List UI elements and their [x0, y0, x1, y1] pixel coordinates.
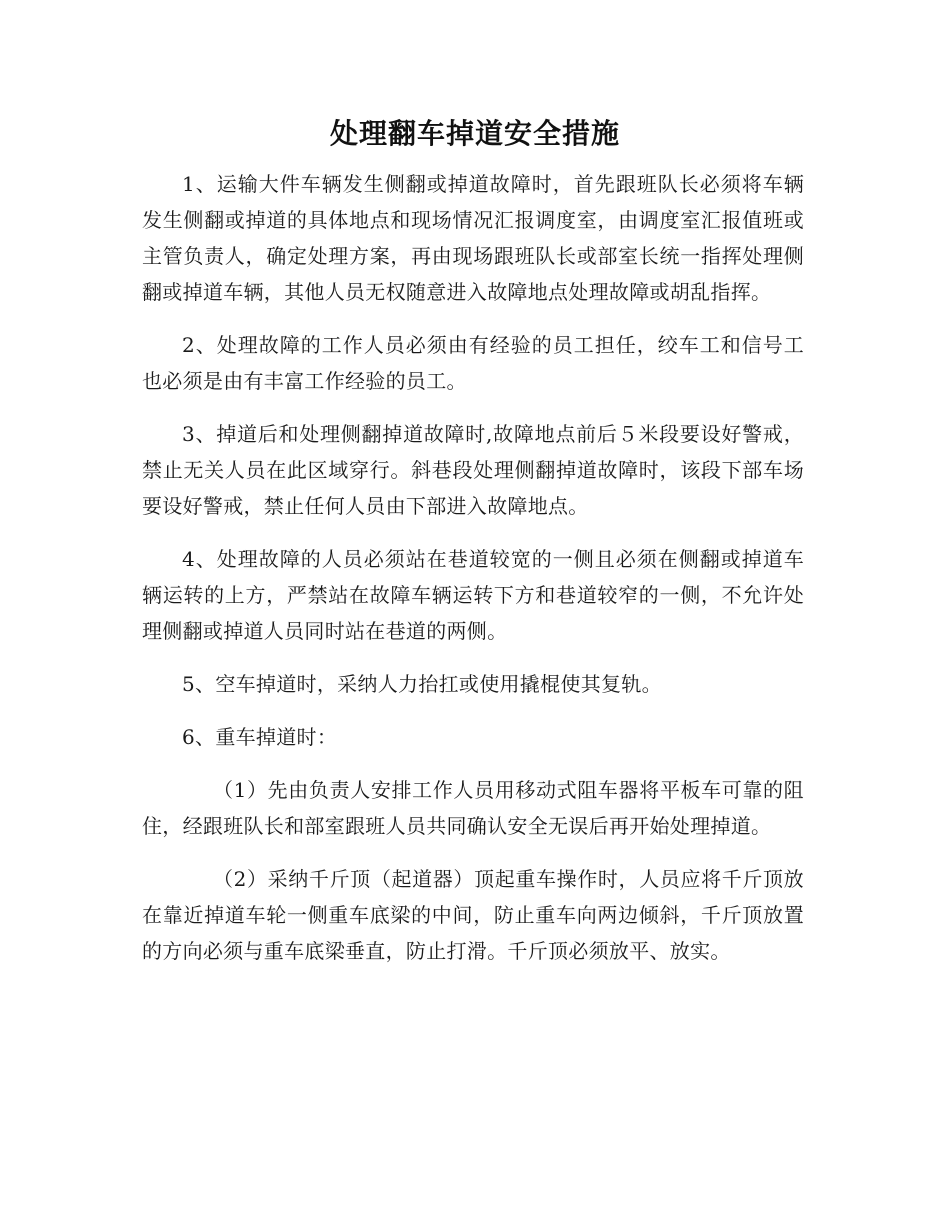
paragraph-6: 6、重车掉道时： — [182, 725, 338, 749]
page-title: 处理翻车掉道安全措施 — [329, 117, 620, 150]
paragraph-5: 5、空车掉道时，采纳人力抬扛或使用撬棍使其复轨。 — [182, 672, 662, 696]
paragraph-3: 3、掉道后和处理侧翻掉道故障时,故障地点前后５米段要设好警戒，禁止无关人员在此区域穿行。斜巷段处理侧翻掉道故障时，该段下部车场要设好警戒，禁止任何人员由下部进入故障地点。 — [142, 422, 804, 518]
paragraph-1: 1、运输大件车辆发生侧翻或掉道故障时，首先跟班队长必须将车辆发生侧翻或掉道的具体地点和现场情况汇报调度室，由调度室汇报值班或主管负责人，确定处理方案，再由现场跟班队长或部室长统一指挥处理侧翻或掉道车辆，其他人员无权随意进入故障地点处理故障或胡乱指挥。 — [142, 172, 804, 304]
paragraph-4: 4、处理故障的人员必须站在巷道较宽的一侧且必须在侧翻或掉道车辆运转的上方，严禁站在故障车辆运转下方和巷道较窄的一侧，不允许处理侧翻或掉道人员同时站在巷道的两侧。 — [142, 547, 804, 643]
paragraph-2: 2、处理故障的工作人员必须由有经验的员工担任，绞车工和信号工也必须是由有丰富工作经验的员工。 — [142, 333, 804, 393]
paragraph-6-item-2: （2）采纳千斤顶（起道器）顶起重车操作时，人员应将千斤顶放在靠近掉道车轮一侧重车底梁的中间，防止重车向两边倾斜，千斤顶放置的方向必须与重车底梁垂直，防止打滑。千斤顶必须放平、放实。 — [142, 867, 804, 963]
document-body — [142, 166, 804, 986]
paragraph-6-item-1: （1）先由负责人安排工作人员用移动式阻车器将平板车可靠的阻住，经跟班队长和部室跟班人员共同确认安全无误后再开始处理掉道。 — [142, 778, 804, 838]
